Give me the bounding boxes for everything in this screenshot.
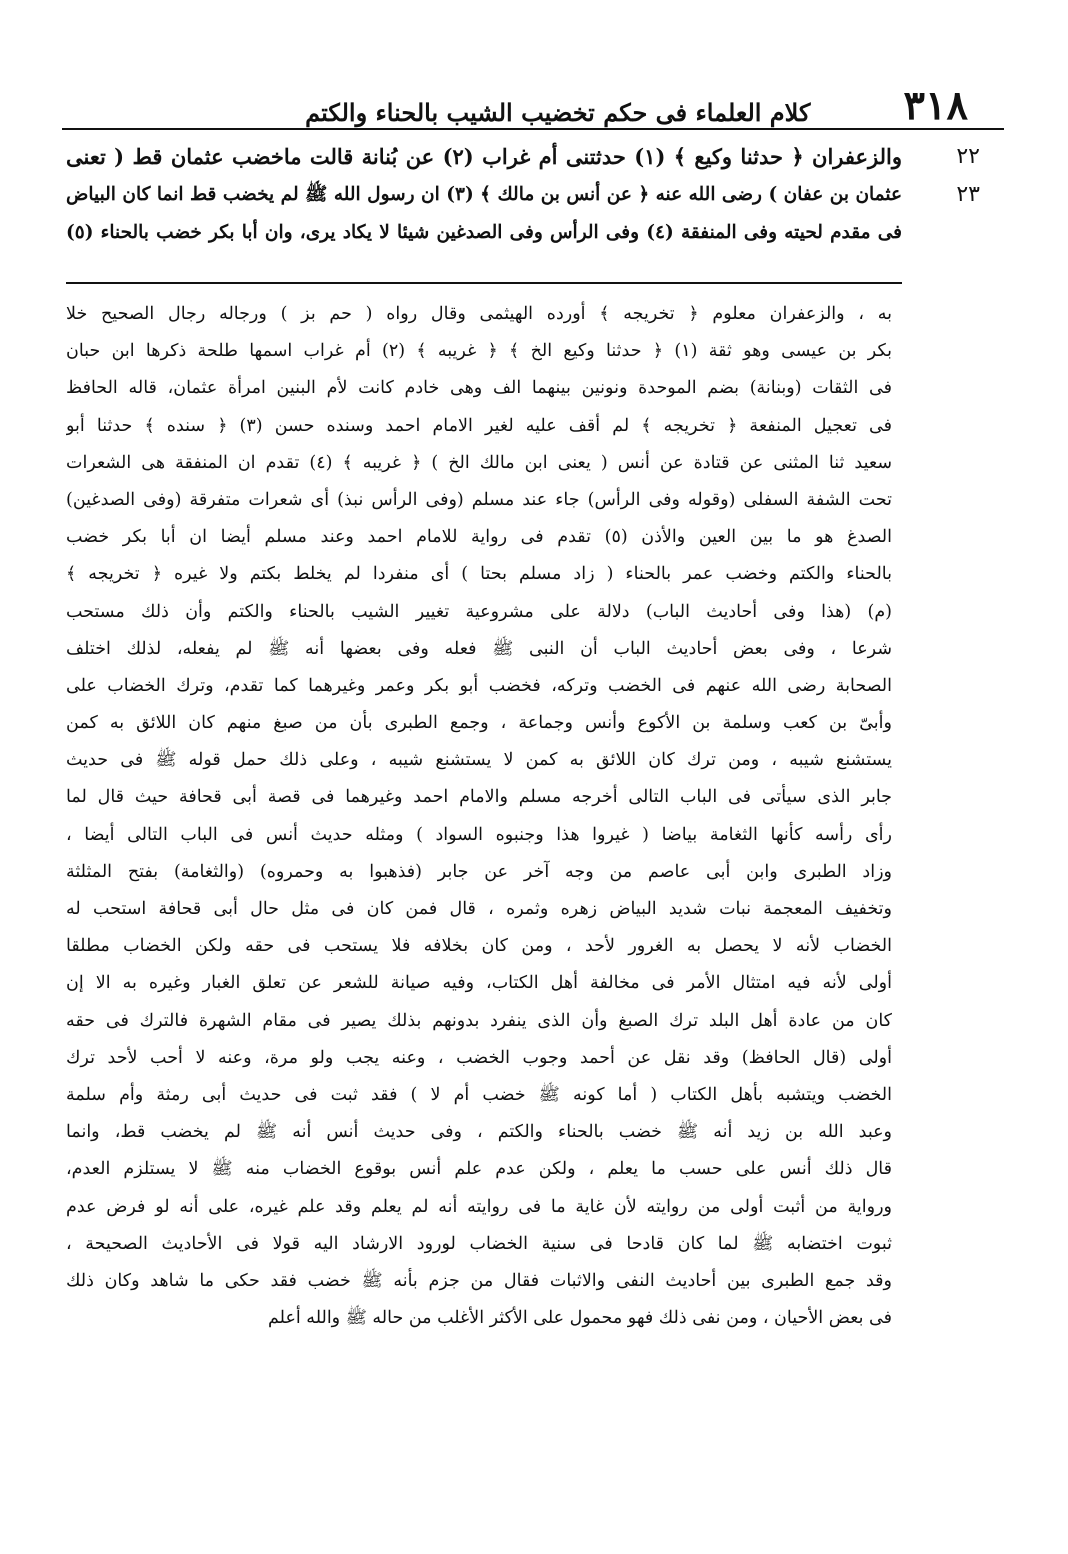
commentary-line: فى بعض الأحيان ، ومن نفى ذلك فهو محمول على الأكثر الأغلب من حاله ﷺ والله أعلم (268, 1308, 892, 1329)
commentary-line: ثبوت اختضابه ﷺ لما كان قادحا فى سنية الخضاب لورود الارشاد اليه قولا فى الأحاديث الصحيحة ، (66, 1233, 892, 1254)
commentary-line: فى الثقات (وبنانة) بضم الموحدة ونونين بينهما الف وهى خادم كانت لأم البنين امرأة عثمان، قاله الحافظ (66, 378, 892, 399)
commentary-line: يستشنع شيبه ، ومن ترك كان اللائق به كمن لا يستشنع شيبه ، وعلى ذلك حمل قوله ﷺ فى حديث (66, 750, 892, 771)
commentary-line: بالحناء والكتم وخضب عمر بالحناء ( زاد مسلم بحتا ) أى منفردا لم يخلط بكتم ولا غيره ﴿ تخريجه ﴾ (66, 564, 892, 585)
commentary-line: (م) (هذا وفى أحاديث الباب) دلالة على مشروعية تغيير الشيب بالحناء والكتم وأن ذلك مستحب (66, 601, 892, 622)
page-number: ٣١٨ (903, 82, 968, 129)
commentary-line: فى تعجيل المنفعة ﴿ تخريجه ﴾ لم أقف عليه لغير الامام احمد وسنده حسن (٣) ﴿ سنده ﴾ حدثنا أبو (66, 415, 892, 436)
hadith-line: فى مقدم لحيته وفى المنفقة (٤) وفى الرأس وفى الصدغين شيئا لا يكاد يرى، وان أبا بكر خضب بالحناء (٥) (66, 222, 902, 243)
commentary-line: الخضاب لأنه لا يحصل به الغرور لأحد ، ومن كان بخلافه فلا يستحب فى حقه ولكن الخضاب مطلقا (66, 936, 892, 957)
header-rule (62, 128, 1004, 130)
commentary-line: وأبىّ بن كعب وسلمة بن الأكوع وأنس وجماعة ، وجمع الطبرى بأن من صبغ منهم كان اللائق به كمن (66, 713, 892, 734)
section-rule (66, 282, 902, 284)
commentary-line: تحت الشفة السفلى (وقوله وفى الرأس) جاء عند مسلم (وفى الرأس نبذ) أى شعرات متفرقة (وفى الصدغين) (66, 489, 892, 510)
margin-hadith-numbers (920, 138, 980, 252)
commentary-line: سعيد ثنا المثنى عن قتادة عن أنس ( يعنى ابن مالك الخ ) ﴿ غريبه ﴾ (٤) تقدم ان المنفقة هى الشعرات (66, 452, 892, 473)
commentary-line: الصدغ هو ما بين العين والأذن (٥) تقدم فى رواية للامام احمد وعند مسلم أيضا ان أبا بكر خضب (66, 527, 892, 548)
commentary-line: وزاد الطبرى وابن أبى عاصم من وجه آخر عن جابر (فذهبوا به وحمروه) (والثغامة) بفتح المثلثة (66, 861, 892, 882)
commentary-line: الصحابة رضى الله عنهم فى الخضب وتركه، فخضب أبو بكر وعمر وغيرهما كما تقدم، وترك الخضاب على (66, 675, 892, 696)
hadith-line: عثمان بن عفان ) رضى الله عنه ﴿ عن أنس بن مالك ﴾ (٣) ان رسول الله ﷺ لم يخضب قط انما كان البياض (66, 184, 902, 205)
commentary-line: وعبد الله بن زيد أنه ﷺ خضب بالحناء والكتم ، وفى حديث أنس أنه ﷺ لم يخضب قط، وانما (66, 1122, 892, 1143)
commentary-line: وقد جمع الطبرى بين أحاديث النفى والاثبات فقال من جزم بأنه ﷺ خضب فقد حكى ما شاهد وكان ذلك (66, 1270, 892, 1291)
hadith-number (920, 214, 980, 252)
commentary-line: أولى لأنه فيه امتثال الأمر فى مخالفة أهل الكتاب، وفيه صيانة للشعر عن تعلق الغبار وغيره به الا إن (66, 973, 892, 994)
commentary-line: الخضب ويتشبه بأهل الكتاب ( أما كونه ﷺ خضب أم لا ) فقد ثبت فى حديث أبى رمثة وأم سلمة (66, 1084, 892, 1105)
commentary-line: رأى رأسه كأنها الثغامة بياضا ( غيروا هذا وجنبوه السواد ) ومثله حديث أنس فى الباب التالى أيضا ، (66, 824, 892, 845)
hadith-line: والزعفران ﴿ حدثنا وكيع ﴾ (١) حدثتنى أم غراب (٢) عن بُنانة قالت ماخضب عثمان قط ( تعنى (66, 144, 902, 169)
commentary-line: كان من عادة أهل البلد ترك الصبغ وأن الذى ينفرد بدونهم بذلك يصير فى مقام الشهرة فالترك فى حقه (66, 1010, 892, 1031)
commentary (66, 296, 892, 1337)
commentary-line: شرعا ، وفى بعض أحاديث الباب أن النبى ﷺ فعله وفى بعضها أنه ﷺ لم يفعله، لذلك اختلف (66, 638, 892, 659)
commentary-line: به ، والزعفران معلوم ﴿ تخريجه ﴾ أورده الهيثمى وقال رواه ( حم بز ) ورجاله رجال الصحيح خلا (66, 304, 892, 324)
running-title: كلام العلماء فى حكم تخضيب الشيب بالحناء والكتم (305, 97, 811, 127)
commentary-line: أولى (قال الحافظ) وقد نقل عن أحمد وجوب الخضب ، وعنه يجب ولو مرة، وعنه لا أحب لأحد ترك (66, 1047, 892, 1068)
commentary-line: وتخفيف المعجمة نبات شديد البياض زهره وثمره ، قال فمن كان فى مثل حال أبى قحافة استحب له (66, 899, 892, 919)
commentary-line: ورواية من أثبت أولى من روايته لأن غاية ما فى روايته أنه لم يعلم وقد علم غيره، على أنه لو فرض عدم (66, 1196, 892, 1217)
commentary-line: بكر بن عيسى وهو ثقة (١) ﴿ حدثنا وكيع الخ ﴾ ﴿ غريبه ﴾ (٢) أم غراب اسمها طلحة ذكرها ابن حبان (66, 341, 892, 362)
hadith-text (66, 138, 902, 252)
commentary-line: جابر الذى سيأتى فى الباب التالى أخرجه مسلم والامام احمد وغيرهما فى قصة أبى قحافة حيث قال لما (66, 787, 892, 808)
commentary-line: قال ذلك أنس على حسب ما يعلم ، ولكن عدم علم أنس بوقوع الخضاب منه ﷺ لا يستلزم العدم، (66, 1159, 892, 1180)
page-header (62, 78, 1004, 129)
hadith-number: ٢٣ (956, 182, 980, 207)
hadith-number: ٢٢ (956, 144, 980, 169)
